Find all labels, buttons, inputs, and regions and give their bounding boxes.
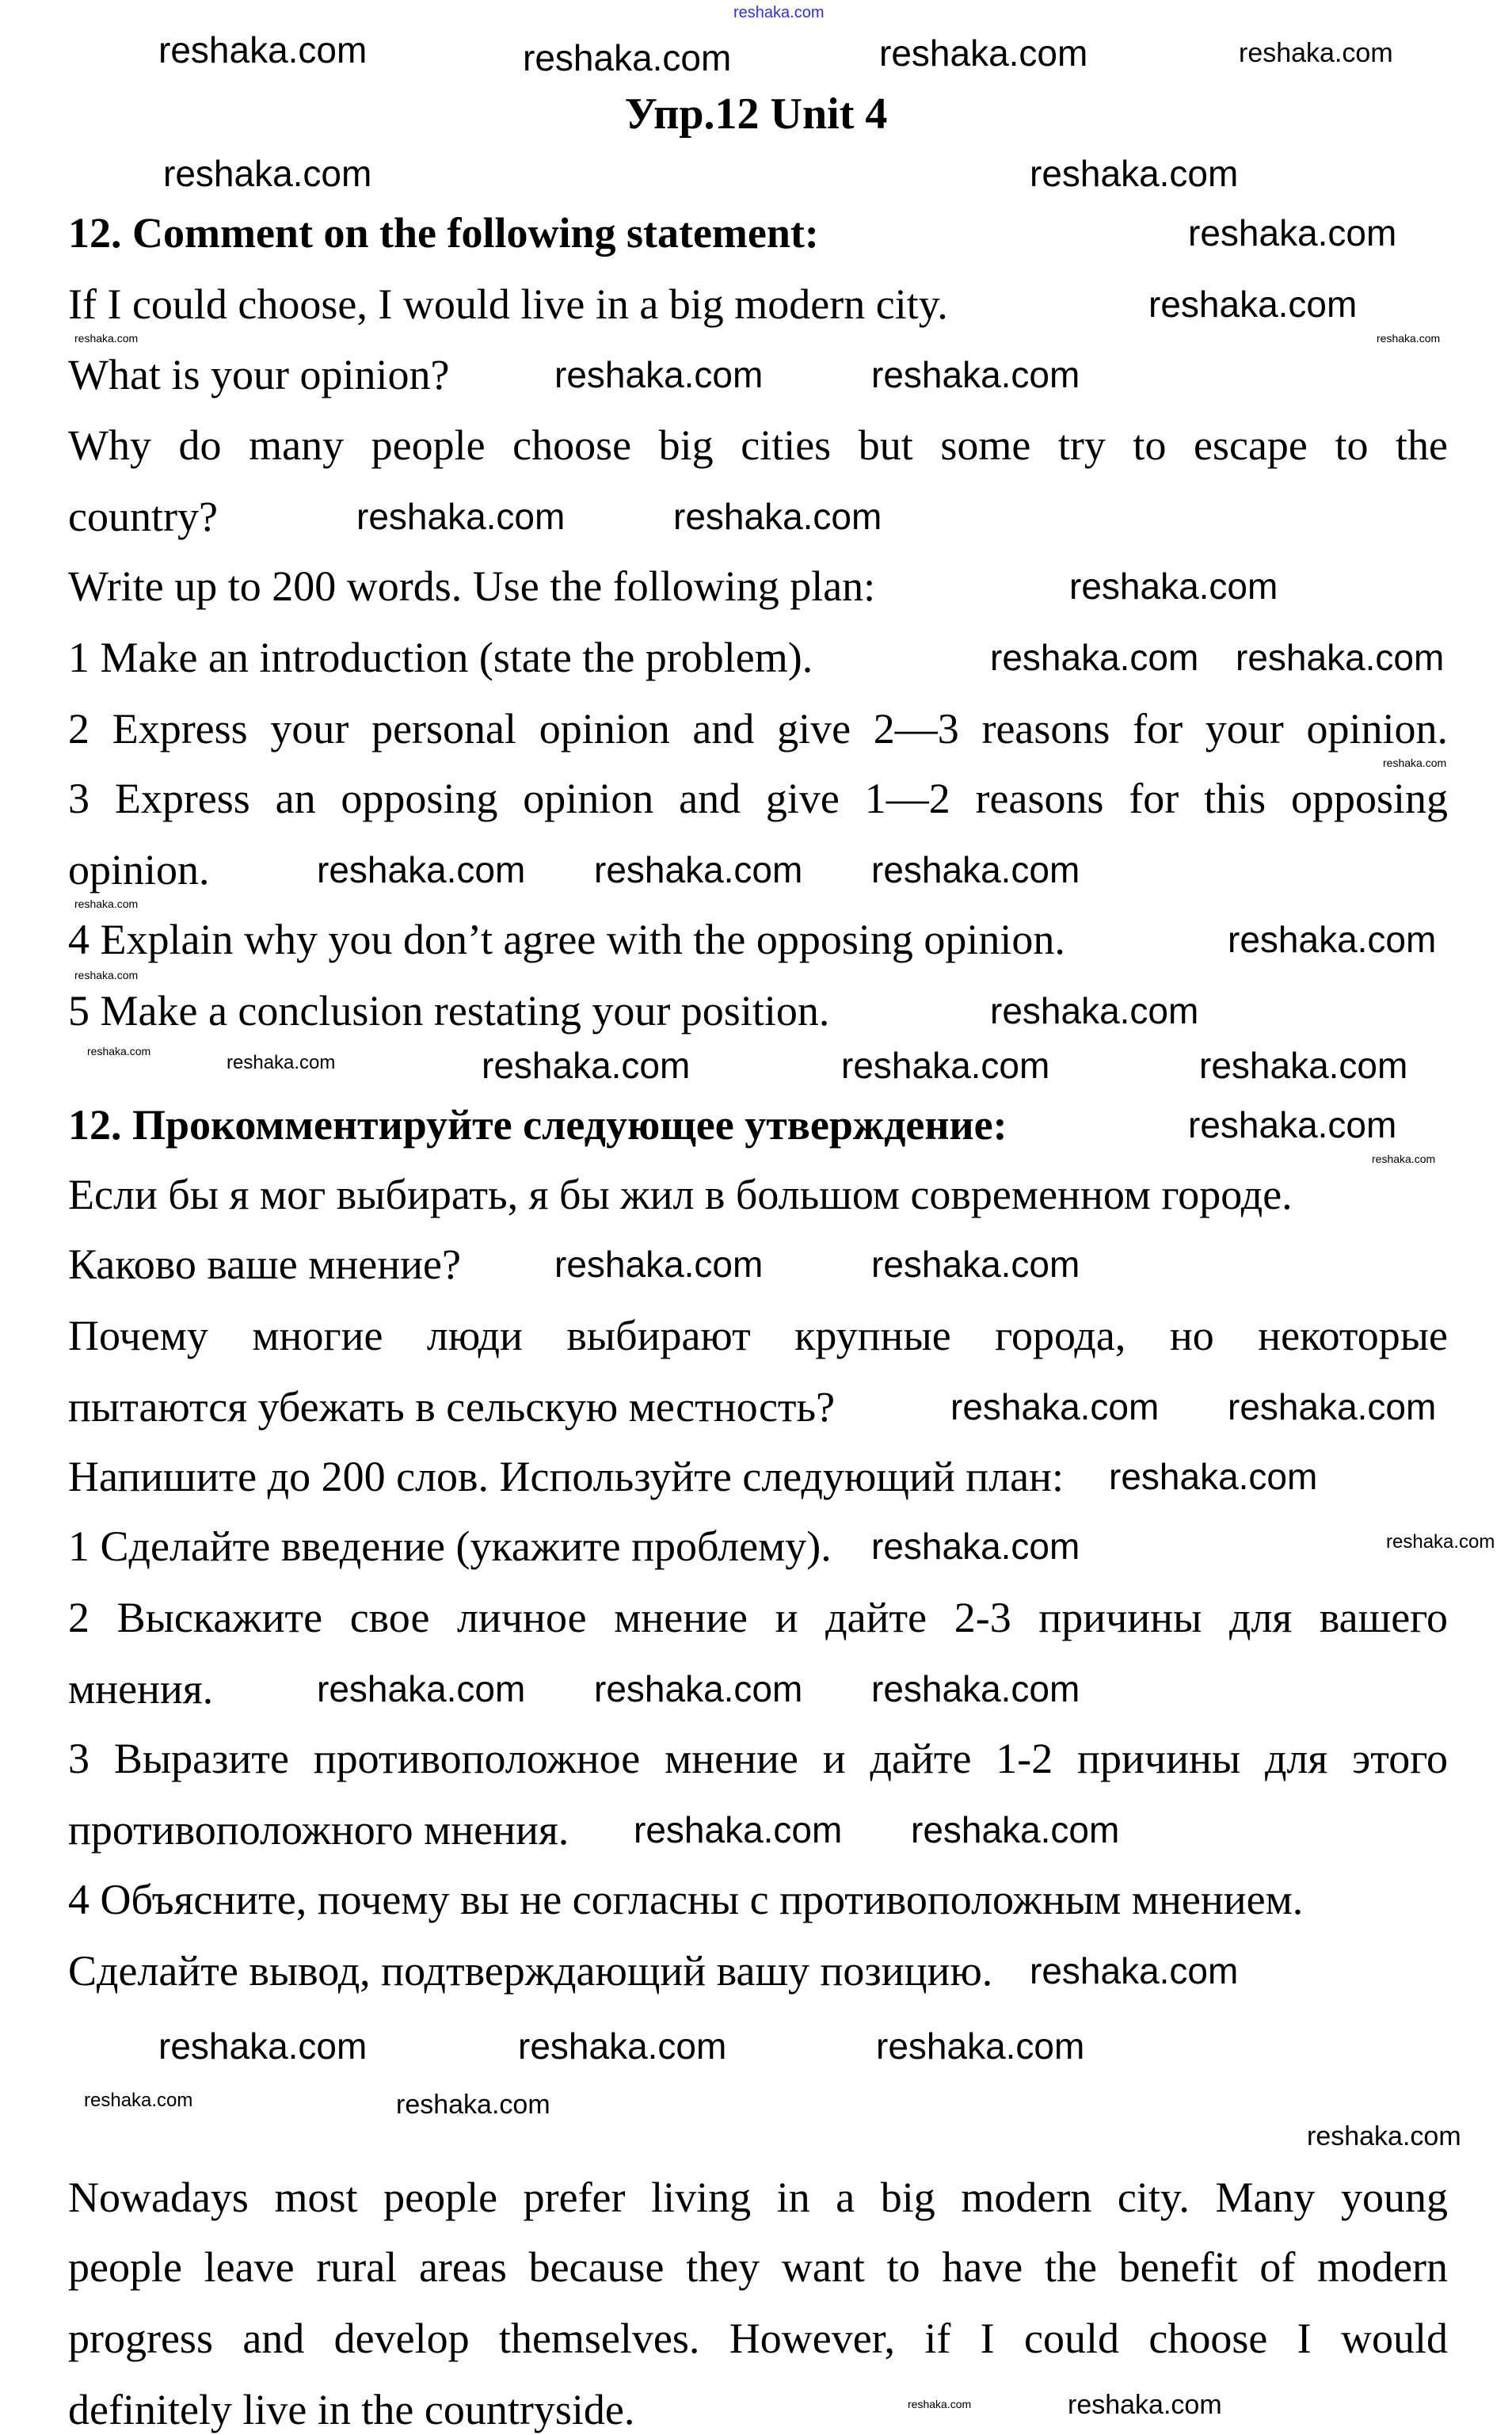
watermark-text: reshaka.com — [1109, 1456, 1318, 1497]
watermark-text: reshaka.com — [163, 153, 372, 194]
page-title: Упр.12 Unit 4 — [624, 90, 888, 139]
english-line: Why do many people choose big cities but some try to escape to the — [68, 421, 1448, 469]
watermark-text: reshaka.com — [911, 1809, 1120, 1850]
watermark-text: reshaka.com — [1239, 38, 1393, 68]
watermark-text: reshaka.com — [733, 4, 825, 21]
watermark-text: reshaka.com — [950, 1386, 1160, 1427]
watermark-text: reshaka.com — [673, 496, 882, 537]
watermark-text: reshaka.com — [908, 2398, 972, 2410]
watermark-text: reshaka.com — [1188, 1104, 1397, 1145]
watermark-text: reshaka.com — [871, 1244, 1080, 1285]
english-heading: 12. Comment on the following statement: — [68, 209, 819, 257]
watermark-text: reshaka.com — [518, 2025, 727, 2067]
watermark-text: reshaka.com — [1030, 153, 1239, 194]
watermark-text: reshaka.com — [396, 2090, 550, 2120]
watermark-text: reshaka.com — [871, 1526, 1080, 1567]
watermark-text: reshaka.com — [1199, 1045, 1408, 1086]
english-line: country? — [68, 493, 218, 540]
answer-line: definitely live in the countryside. — [68, 2386, 635, 2433]
watermark-text: reshaka.com — [317, 849, 526, 890]
english-line: 5 Make a conclusion restating your position. — [68, 987, 830, 1035]
watermark-text: reshaka.com — [482, 1045, 691, 1086]
english-line: Write up to 200 words. Use the following plan: — [68, 562, 876, 610]
watermark-text: reshaka.com — [1068, 2390, 1222, 2420]
watermark-text: reshaka.com — [1228, 1386, 1437, 1427]
russian-line: Каково ваше мнение? — [68, 1240, 461, 1288]
answer-line: people leave rural areas because they want to have the benefit of modern — [68, 2243, 1448, 2291]
watermark-text: reshaka.com — [990, 637, 1199, 678]
watermark-text: reshaka.com — [158, 2025, 368, 2067]
russian-line: противоположного мнения. — [68, 1806, 569, 1854]
watermark-text: reshaka.com — [227, 1052, 336, 1073]
russian-line: 4 Объясните, почему вы не согласны с противоположным мнением. — [68, 1876, 1304, 1923]
watermark-text: reshaka.com — [1069, 566, 1278, 607]
russian-line: Сделайте вывод, подтверждающий вашу позицию. — [68, 1947, 993, 1995]
watermark-text: reshaka.com — [523, 37, 732, 78]
watermark-text: reshaka.com — [1383, 756, 1447, 769]
watermark-text: reshaka.com — [1236, 637, 1445, 678]
watermark-text: reshaka.com — [74, 332, 139, 345]
watermark-text: reshaka.com — [1386, 1531, 1495, 1553]
watermark-text: reshaka.com — [879, 32, 1088, 74]
watermark-text: reshaka.com — [554, 1244, 764, 1285]
watermark-text: reshaka.com — [158, 29, 368, 70]
watermark-text: reshaka.com — [871, 1668, 1080, 1709]
watermark-text: reshaka.com — [84, 2090, 193, 2111]
answer-line: progress and develop themselves. However, if I could choose I would — [68, 2315, 1448, 2362]
russian-line: 3 Выразите противоположное мнение и дайте 1-2 причины для этого — [68, 1735, 1448, 1782]
watermark-text: reshaka.com — [1228, 919, 1437, 960]
watermark-text: reshaka.com — [594, 849, 803, 890]
watermark-text: reshaka.com — [871, 354, 1080, 395]
watermark-text: reshaka.com — [594, 1668, 803, 1709]
english-line: 3 Express an opposing opinion and give 1—2 reasons for this opposing — [68, 775, 1448, 822]
russian-line: 2 Выскажите свое личное мнение и дайте 2-3 причины для вашего — [68, 1594, 1448, 1641]
watermark-text: reshaka.com — [1372, 1153, 1436, 1165]
watermark-text: reshaka.com — [841, 1045, 1050, 1086]
russian-heading: 12. Прокомментируйте следующее утверждение: — [68, 1101, 1007, 1149]
watermark-text: reshaka.com — [990, 990, 1199, 1031]
watermark-text: reshaka.com — [1148, 284, 1358, 325]
russian-line: 1 Сделайте введение (укажите проблему). — [68, 1522, 832, 1570]
russian-line: Если бы я мог выбирать, я бы жил в большом современном городе. — [68, 1171, 1293, 1218]
watermark-text: reshaka.com — [74, 969, 139, 981]
russian-line: пытаются убежать в сельскую местность? — [68, 1383, 836, 1431]
watermark-text: reshaka.com — [1188, 212, 1397, 253]
english-line: 4 Explain why you don’t agree with the opposing opinion. — [68, 916, 1065, 963]
watermark-text: reshaka.com — [871, 849, 1080, 890]
watermark-text: reshaka.com — [634, 1809, 843, 1850]
english-line: 1 Make an introduction (state the problem). — [68, 634, 813, 681]
watermark-text: reshaka.com — [87, 1045, 151, 1057]
answer-line: Nowadays most people prefer living in a big modern city. Many young — [68, 2174, 1448, 2221]
english-line: opinion. — [68, 846, 210, 894]
watermark-text: reshaka.com — [74, 897, 139, 910]
english-line: What is your opinion? — [68, 351, 450, 398]
russian-line: Почему многие люди выбирают крупные города, но некоторые — [68, 1312, 1448, 1359]
watermark-text: reshaka.com — [876, 2025, 1085, 2067]
watermark-text: reshaka.com — [317, 1668, 526, 1709]
watermark-text: reshaka.com — [1377, 332, 1441, 345]
english-line: 2 Express your personal opinion and give 2—3 reasons for your opinion. — [68, 705, 1448, 753]
russian-line: мнения. — [68, 1665, 214, 1713]
watermark-text: reshaka.com — [356, 496, 566, 537]
english-line: If I could choose, I would live in a big modern city. — [68, 280, 948, 328]
russian-line: Напишите до 200 слов. Используйте следующий план: — [68, 1453, 1064, 1500]
watermark-text: reshaka.com — [554, 354, 764, 395]
watermark-text: reshaka.com — [1307, 2121, 1461, 2151]
watermark-text: reshaka.com — [1030, 1950, 1239, 1991]
